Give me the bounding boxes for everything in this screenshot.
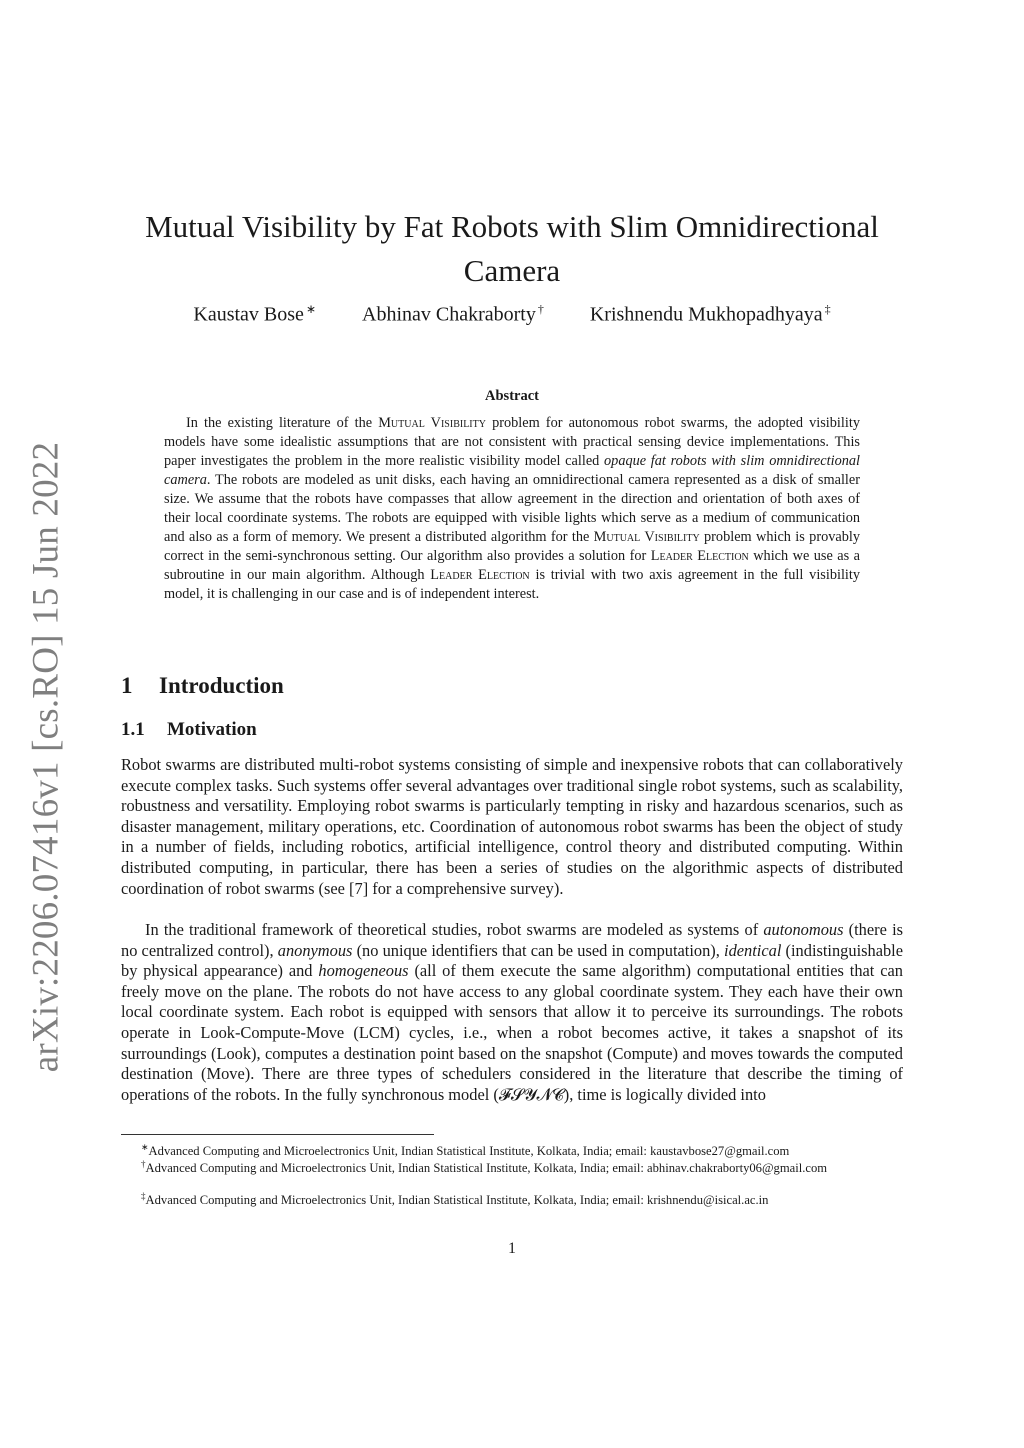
arxiv-id: arXiv:2206.07416v1 [cs.RO] 15 Jun 2022 [25, 441, 67, 1073]
footnote-mark: ∗ [305, 302, 316, 316]
author-list [120, 302, 904, 327]
body-paragraph: Robot swarms are distributed multi-robot systems consisting of simple and inexpensive robots that can collaboratively execute complex tasks. Such systems offer several advantages over traditional single robot systems, such as scalability, robustness and versatility. Employing robot swarms is particularly tempting in risky and hazardous scenarios, such as disaster management, military operations, etc. Coordination of autonomous robot swarms has been the object of study in a number of fields, including robotics, artificial intelligence, control theory and distributed computing. Within distributed computing, in particular, there has been a series of studies on the algorithmic aspects of distributed coordination of robot swarms (see [7] for a comprehensive survey). [121, 755, 903, 898]
footnote-mark: ‡ [824, 302, 831, 316]
problem-name: Leader Election [430, 567, 530, 583]
citation-link[interactable]: [7] [349, 878, 369, 898]
abstract-heading: Abstract [485, 388, 539, 404]
paper-title: Mutual Visibility by Fat Robots with Slim Omnidirectional Camera [145, 209, 879, 288]
footnote: ∗Advanced Computing and Microelectronics Unit, Indian Statistical Institute, Kolkata, India; email: kaustavbose27@gmail.com [141, 1142, 790, 1159]
footnote: ‡Advanced Computing and Microelectronics Unit, Indian Statistical Institute, Kolkata, India; email: krishnendu@isical.ac.in [141, 1191, 769, 1208]
subsection-heading: 1.1 Motivation [121, 719, 257, 740]
body-paragraph: In the traditional framework of theoretical studies, robot swarms are modeled as systems of autonomous (there is no centralized control), anonymous (no unique identifiers that can be used in computation), identical (indistinguishable by physical appearance) and homogeneous (all of them execute the same algorithm) computational entities that can freely move on the plane. The robots do not have access to any global coordinate system. They each have their own local coordinate system. Each robot is equipped with sensors that allow it to perceive its surroundings. The robots operate in Look-Compute-Move (LCM) cycles, i.e., when a robot becomes active, it takes a snapshot of its surroundings (Look), computes a destination point based on the snapshot (Compute) and moves towards the computed destination (Move). There are three types of schedulers considered in the literature that describe the timing of operations of the robots. In the fully synchronous model (𝓕𝓢𝓨𝓝𝓒), time is logically divided into [121, 920, 904, 1104]
arxiv-sidebar-stamp [25, 441, 67, 1073]
author: Kaustav Bose ∗ [193, 302, 316, 326]
problem-name: Mutual Visibility [378, 415, 486, 431]
problem-name: Mutual Visibility [593, 529, 700, 545]
model-symbol: 𝓕𝓢𝓨𝓝𝓒 [498, 1084, 564, 1104]
author: Abhinav Chakraborty † [362, 302, 544, 326]
author: Krishnendu Mukhopadhyaya ‡ [589, 302, 831, 326]
page-number: 1 [508, 1240, 516, 1257]
footnote-rule [121, 1134, 434, 1135]
footnote: †Advanced Computing and Microelectronics Unit, Indian Statistical Institute, Kolkata, India; email: abhinav.chakraborty06@gmail.com [141, 1159, 828, 1176]
footnote-mark: † [537, 302, 544, 316]
abstract-body: In the existing literature of the Mutual Visibility problem for autonomous robot swarms, the adopted visibility models have some idealistic assumptions that are not consistent with practical sensing device implementations. This paper investigates the problem in the more realistic visibility model called opaque fat robots with slim omnidirectional camera. The robots are modeled as unit disks, each having an omnidirectional camera represented as a disk of smaller size. We assume that the robots have compasses that allow agreement in the direction and orientation of both axes of their local coordinate systems. The robots are equipped with visible lights which serve as a medium of communication and also as a form of memory. We present a distributed algorithm for the Mutual Visibility problem which is provably correct in the semi-synchronous setting. Our algorithm also provides a solution for Leader Election which we use as a subroutine in our main algorithm. Although Leader Election is trivial with two axis agreement in the full visibility model, it is challenging in our case and is of independent interest. [164, 415, 861, 602]
problem-name: Leader Election [650, 548, 749, 564]
section-heading: 1 Introduction [121, 673, 284, 698]
model-name: opaque fat robots with slim omnidirectional camera [164, 453, 860, 488]
